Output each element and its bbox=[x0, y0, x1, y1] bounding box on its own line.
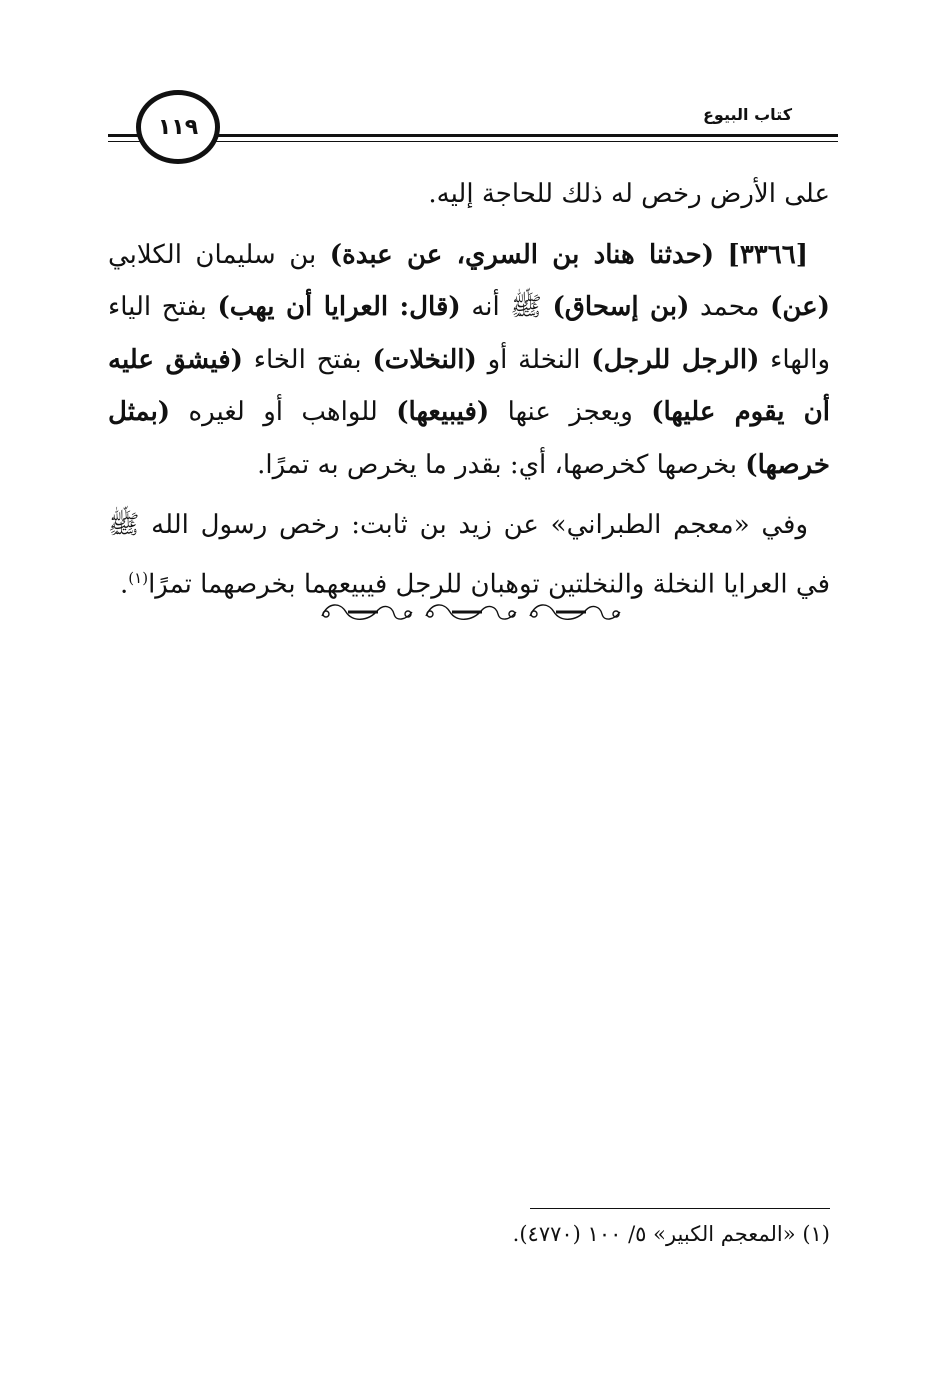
paragraph-3 bbox=[108, 499, 830, 611]
bold-span: (فيشق عليه أن يقوم عليها) bbox=[108, 344, 830, 427]
text-span: بفتح الياء والهاء bbox=[108, 292, 831, 375]
text-span: ﷺ أنه bbox=[460, 292, 553, 322]
paragraph-2 bbox=[108, 229, 830, 492]
running-title: كتاب البيوع bbox=[697, 105, 798, 124]
bold-span: (قال: العرايا أن يهب) bbox=[217, 292, 461, 322]
text-span: . bbox=[120, 569, 129, 600]
text-span: ويعجز عنها bbox=[489, 397, 652, 427]
text-span: وفي «معجم الطبراني» عن زيد بن ثابت: رخص رسول الله ﷺ في العرايا النخلة والنخلتين توهبان للرجل فيبيعهما بخرصهما تمرًا bbox=[108, 510, 830, 600]
text-span: محمد bbox=[689, 292, 771, 322]
bold-span: (عن) bbox=[770, 292, 830, 322]
hadith-number: [٣٣٦٦] bbox=[727, 239, 808, 270]
text-span: على الأرض رخص له ذلك للحاجة إليه. bbox=[428, 179, 830, 209]
text-span: بخرصها كخرصها، أي: بقدر ما يخرص به تمرًا. bbox=[257, 449, 746, 480]
flourish bbox=[426, 605, 516, 619]
bold-span: (بمثل خرصها) bbox=[108, 397, 830, 480]
body-text bbox=[108, 168, 830, 619]
text-span: للواهب أو لغيره bbox=[170, 397, 397, 427]
text-span: بفتح الخاء bbox=[242, 344, 373, 375]
bold-span: (حدثنا هناد بن السري، عن عبدة) bbox=[329, 239, 714, 270]
footnote-reference[interactable]: (١) bbox=[128, 568, 149, 587]
text-span: النخلة أو bbox=[476, 344, 592, 375]
bold-span: (النخلات) bbox=[372, 344, 477, 375]
footnote-separator bbox=[530, 1208, 830, 1209]
page-header bbox=[108, 90, 838, 170]
bold-span: (الرجل للرجل) bbox=[591, 344, 760, 375]
flourish bbox=[322, 605, 412, 619]
footnote-text: «المعجم الكبير» ٥/ ١٠٠ (٤٧٧٠). bbox=[512, 1222, 796, 1246]
flourish bbox=[530, 605, 620, 619]
footnote bbox=[108, 1222, 830, 1246]
page-number bbox=[136, 90, 220, 164]
page-number-text: ١١٩ bbox=[157, 114, 199, 140]
section-divider-ornament bbox=[318, 596, 624, 628]
bold-span: (فيبيعها) bbox=[396, 397, 490, 427]
paragraph-1 bbox=[108, 168, 830, 221]
header-rule-lower bbox=[108, 141, 838, 142]
text-span: بن سليمان الكلابي bbox=[108, 239, 330, 270]
bold-span: (بن إسحاق) bbox=[552, 292, 690, 322]
footnote-marker: (١) bbox=[802, 1222, 830, 1246]
